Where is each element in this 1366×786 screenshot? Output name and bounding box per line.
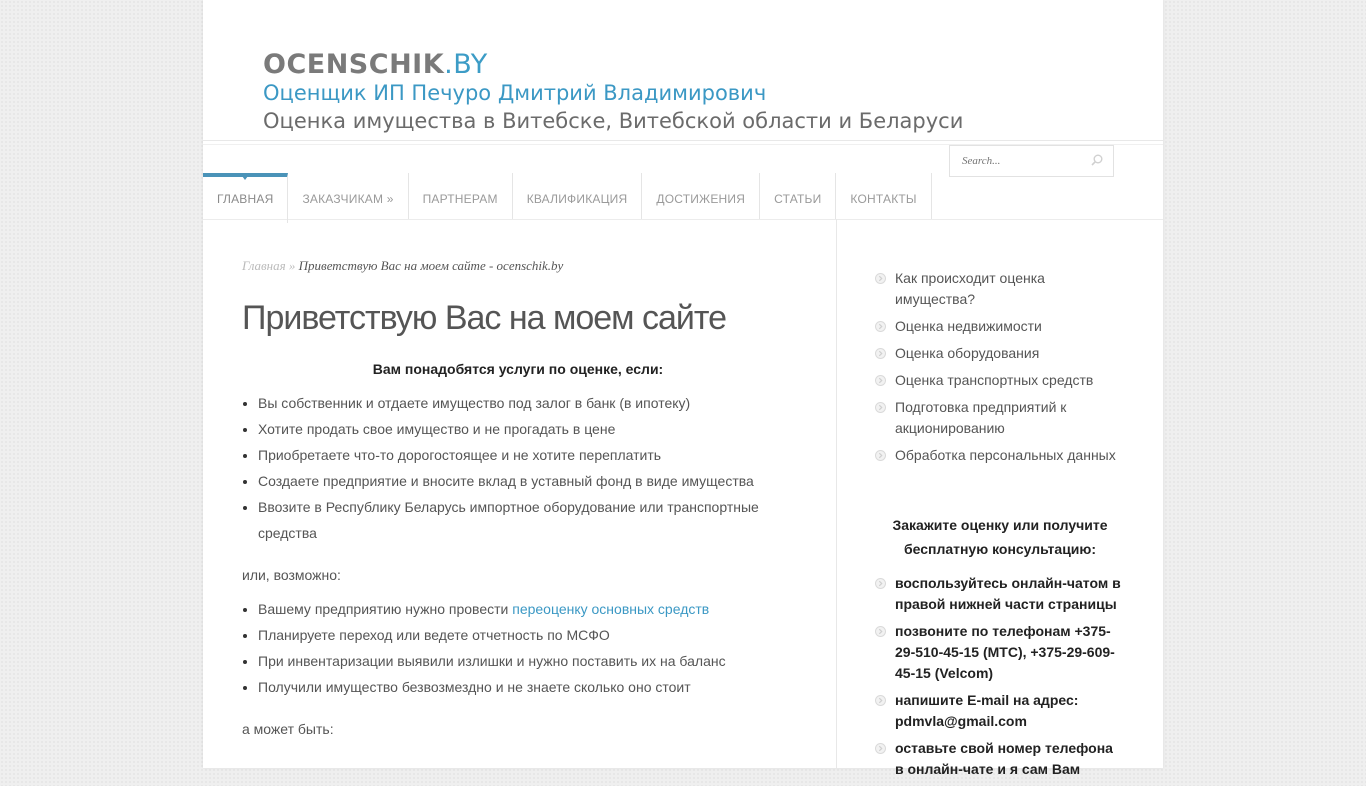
nav-item-home[interactable]: ГЛАВНАЯ xyxy=(203,173,288,223)
sidebar-link-label: Оценка транспортных средств xyxy=(895,372,1094,388)
paragraph-or-could-be: а может быть: xyxy=(242,721,334,737)
main-menu xyxy=(203,173,932,219)
circle-bullet-icon xyxy=(875,626,886,637)
search-icon[interactable] xyxy=(1091,154,1103,166)
sidebar-link-incorporation[interactable] xyxy=(875,397,1125,439)
circle-bullet-icon xyxy=(875,321,886,332)
nav-item-partners[interactable]: ПАРТНЕРАМ xyxy=(409,173,513,219)
sidebar-link-personal-data[interactable] xyxy=(875,445,1125,466)
logo-owner-name: Оценщик ИП Печуро Дмитрий Владимирович xyxy=(263,81,767,105)
list-item: • Хотите продать свое имущество и не прогадать в цене xyxy=(258,416,802,442)
list-item xyxy=(258,596,802,622)
site-logo[interactable] xyxy=(263,48,963,135)
circle-bullet-icon xyxy=(875,695,886,706)
sidebar-link-label: Обработка персональных данных xyxy=(895,447,1116,463)
list-item: • Ввозите в Республику Беларусь импортное оборудование или транспортные средства xyxy=(258,494,802,546)
contact-option-phone xyxy=(875,621,1125,684)
page-title: Приветствую Вас на моем сайте xyxy=(242,299,727,337)
logo-tagline: Оценка имущества в Витебске, Витебской области и Беларуси xyxy=(263,109,964,133)
contact-option-text: позвоните по телефонам +375-29-510-45-15 (МТС), +375-29-609-45-15 (Velcom) xyxy=(895,623,1115,681)
logo-wordmark xyxy=(263,48,963,82)
circle-bullet-icon xyxy=(875,348,886,359)
paragraph-or-maybe: или, возможно: xyxy=(242,567,341,583)
circle-bullet-icon xyxy=(875,402,886,413)
contact-option-text: оставьте свой номер телефона в онлайн-чате и я сам Вам xyxy=(895,740,1113,777)
search-box xyxy=(949,145,1114,177)
nav-item-articles[interactable]: СТАТЬИ xyxy=(760,173,836,219)
breadcrumb-home-link[interactable]: Главная xyxy=(242,258,286,273)
sidebar-link-label: Подготовка предприятий к акционированию xyxy=(895,399,1067,436)
list-item: • Получили имущество безвозмездно и не знаете сколько оно стоит xyxy=(258,674,802,700)
list-item: • Создаете предприятие и вносите вклад в уставный фонд в виде имущества xyxy=(258,468,802,494)
sidebar-link-how-valuation-works[interactable] xyxy=(875,268,1125,310)
sidebar-links xyxy=(875,268,1125,466)
contact-option-text: напишите E-mail на адрес: pdmvla@gmail.com xyxy=(895,692,1079,729)
list-item: • При инвентаризации выявили излишки и нужно поставить их на баланс xyxy=(258,648,802,674)
nav-item-customers[interactable]: ЗАКАЗЧИКАМ » xyxy=(288,173,408,219)
list-item-text: Вашему предприятию нужно провести xyxy=(258,601,513,617)
contact-widget-title: Закажите оценку или получите бесплатную консультацию: xyxy=(892,517,1108,557)
list-item: • Планируете переход или ведете отчетность по МСФО xyxy=(258,622,802,648)
sidebar-link-real-estate[interactable] xyxy=(875,316,1125,337)
circle-bullet-icon xyxy=(875,743,886,754)
sidebar-link-equipment[interactable] xyxy=(875,343,1125,364)
breadcrumb xyxy=(242,252,802,280)
services-lead: Вам понадобятся услуги по оценке, если: xyxy=(372,361,664,377)
breadcrumb-current: Приветствую Вас на моем сайте - ocenschik.by xyxy=(298,258,564,273)
sidebar-link-label: Оценка оборудования xyxy=(895,345,1040,361)
sidebar xyxy=(875,268,1125,786)
circle-bullet-icon xyxy=(875,450,886,461)
sidebar-link-vehicles[interactable] xyxy=(875,370,1125,391)
sidebar-link-label: Как происходит оценка имущества? xyxy=(895,270,1045,307)
page-container xyxy=(203,0,1163,777)
sidebar-divider xyxy=(836,219,837,768)
main-content xyxy=(242,252,802,740)
circle-bullet-icon xyxy=(875,578,886,589)
contact-option-text: воспользуйтесь онлайн-чатом в правой нижней части страницы xyxy=(895,575,1121,612)
circle-bullet-icon xyxy=(875,273,886,284)
services-list-1 xyxy=(242,390,802,546)
breadcrumb-separator: » xyxy=(285,258,299,273)
contact-option-chat xyxy=(875,573,1125,615)
contact-options-list xyxy=(875,573,1125,780)
list-item: • Приобретаете что-то дорогостоящее и не хотите переплатить xyxy=(258,442,802,468)
services-list-2 xyxy=(242,596,802,700)
revaluation-link[interactable]: переоценку основных средств xyxy=(512,601,710,617)
search-input[interactable] xyxy=(960,146,1084,176)
nav-item-contacts[interactable]: КОНТАКТЫ xyxy=(836,173,931,219)
logo-tld-text: .BY xyxy=(444,49,488,80)
site-header xyxy=(203,0,1163,141)
contact-option-email xyxy=(875,690,1125,732)
nav-item-qualification[interactable]: КВАЛИФИКАЦИЯ xyxy=(513,173,643,219)
main-navigation-bar xyxy=(203,144,1163,220)
logo-main-text: OCENSCHIK xyxy=(263,49,445,80)
contact-option-callback xyxy=(875,738,1125,780)
list-item: • Вы собственник и отдаете имущество под залог в банк (в ипотеку) xyxy=(258,390,802,416)
nav-item-achievements[interactable]: ДОСТИЖЕНИЯ xyxy=(642,173,760,219)
circle-bullet-icon xyxy=(875,375,886,386)
sidebar-link-label: Оценка недвижимости xyxy=(895,318,1042,334)
